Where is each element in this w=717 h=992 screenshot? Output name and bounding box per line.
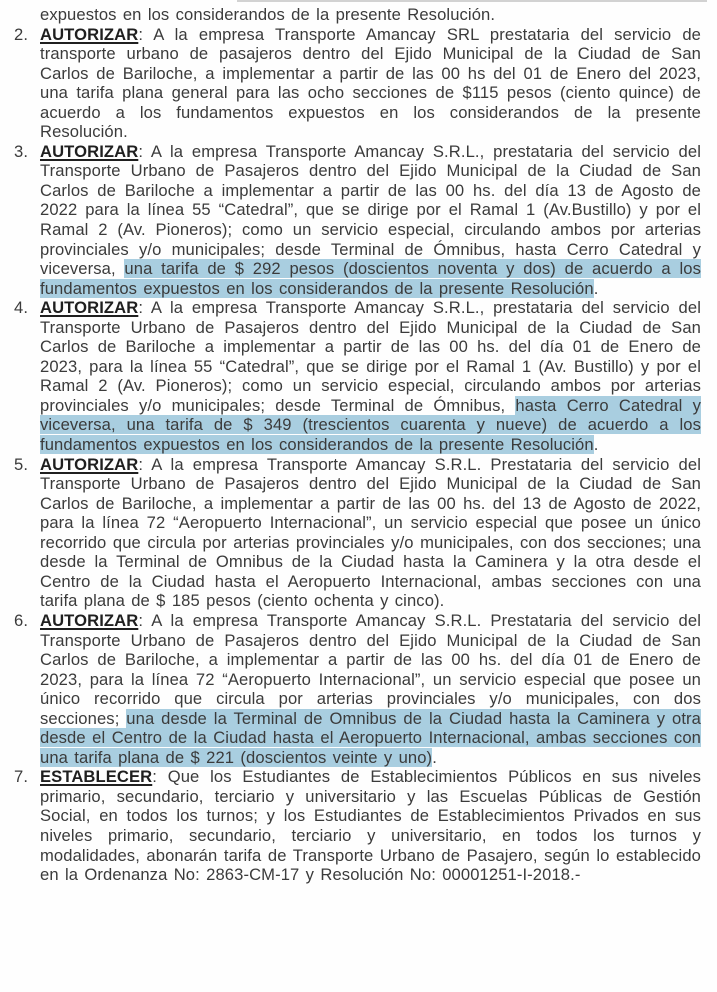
- item-text: [40, 142, 701, 298]
- item-text: [40, 611, 701, 767]
- body-text: .: [432, 747, 437, 767]
- resolution-list: [14, 25, 701, 885]
- item-number: 4.: [14, 298, 29, 318]
- resolution-item: [14, 767, 701, 884]
- highlighted-text: una desde la Terminal de Omnibus de la Ciudad hasta la Caminera y otra desde el Centro de la Ciudad hasta el Aeropuerto Internacional, ambas secciones con una tarifa plana de $ 221 (doscientos veinte y uno): [40, 708, 701, 767]
- item-number: 3.: [14, 141, 29, 161]
- body-text: .: [593, 278, 599, 298]
- action-term: AUTORIZAR: [40, 24, 139, 44]
- action-term: AUTORIZAR: [40, 298, 139, 318]
- item-text: [40, 25, 701, 142]
- resolution-item: [14, 298, 701, 454]
- body-text: : A la empresa Transporte Amancay S.R.L. Prestataria del servicio del Transporte Urbano de Pasajeros dentro del Ejido Municipal de la Ciudad de San Carlos de Bariloche, a implementar a partir de las 00 hs. del día 01 de Enero de 2023, para la línea 72 “Aeropuerto Internacional”, un servicio especial que posee un único recorrido que circula por arterias provinciales y/o municipales, con dos secciones;: [40, 610, 701, 728]
- resolution-item: [14, 25, 701, 142]
- action-term: ESTABLECER: [40, 767, 153, 787]
- body-text: : A la empresa Transporte Amancay S.R.L., prestataria del servicio del Transporte Urbano de Pasajeros dentro del Ejido Municipal de la Ciudad de San Carlos de Bariloche a implementar a partir de las 00 hs. del día 01 de Enero de 2023, para la línea 55 “Catedral”, que se dirige por el Ramal 1 (Av. Bustillo) y por el Ramal 2 (Av. Pioneros); como un servicio especial, circulando ambos por arterias provinciales y/o municipales; desde Terminal de Ómnibus,: [40, 298, 701, 415]
- body-text: .: [593, 435, 599, 455]
- resolution-item: [14, 142, 701, 298]
- item-text: [40, 298, 701, 454]
- scan-artifact-line: [237, 0, 707, 2]
- body-text: : A la empresa Transporte Amancay SRL prestataria del servicio de transporte urbano de pasajeros dentro del Ejido Municipal de la Ciudad de San Carlos de Bariloche, a implementar a partir de las 00 hs del 01 de Enero del 2023, una tarifa plana general para las ocho secciones de $115 pesos (ciento quince) de acuerdo a los fundamentos expuestos en los considerandos de la presente Resolución.: [40, 24, 701, 142]
- action-term: AUTORIZAR: [40, 610, 139, 630]
- item-number: 7.: [14, 767, 29, 787]
- action-term: AUTORIZAR: [40, 454, 139, 474]
- action-term: AUTORIZAR: [40, 141, 139, 161]
- item-number: 5.: [14, 454, 29, 474]
- body-text: : A la empresa Transporte Amancay S.R.L. Prestataria del servicio del Transporte Urbano de Pasajeros dentro del Ejido Municipal de la Ciudad de San Carlos de Bariloche, a implementar a partir de las 00 hs. del 13 de Agosto de 2022, para la línea 72 “Aeropuerto Internacional”, un servicio especial que posee un único recorrido que circula por arterias provinciales y/o municipales, con dos secciones; una desde la Terminal de Omnibus de la Ciudad hasta la Caminera y la otra desde el Centro de la Ciudad hasta el Aeropuerto Internacional, ambas secciones con una tarifa plana de $ 185 pesos (ciento ochenta y cinco).: [40, 454, 701, 611]
- body-text: : Que los Estudiantes de Establecimientos Públicos en sus niveles primario, secundario, terciario y universitario y las Escuelas Públicas de Gestión Social, en todos los turnos; y los Estudiantes de Establecimientos Privados en sus niveles primario, secundario, terciario y universitario, en todos los turnos y modalidades, abonarán tarifa de Transporte Urbano de Pasajero, según lo establecido en la Ordenanza No: 2863-CM-17 y Resolución No: 00001251-I-2018.-: [40, 767, 701, 885]
- highlighted-text: hasta Cerro Catedral y viceversa, una tarifa de $ 349 (trescientos cuarenta y nueve) de acuerdo a los fundamentos expuestos en los considerandos de la presente Resolución: [40, 395, 701, 455]
- item-number: 2.: [14, 24, 29, 44]
- item-text: [40, 455, 701, 611]
- body-text: : A la empresa Transporte Amancay S.R.L., prestataria del servicio del Transporte Urbano de Pasajeros dentro del Ejido Municipal de la Ciudad de San Carlos de Bariloche a implementar a partir de las 00 hs. del día 13 de Agosto de 2022 para la línea 55 “Catedral”, que se dirige por el Ramal 1 (Av.Bustillo) y por el Ramal 2 (Av. Pioneros); como un servicio especial, circulando ambos por arterias provinciales y/o municipales; desde Terminal de Ómnibus, hasta Cerro Catedral y viceversa,: [40, 141, 701, 279]
- resolution-item: [14, 611, 701, 767]
- item-number: 6.: [14, 610, 29, 630]
- resolution-item: [14, 455, 701, 611]
- item-text: [40, 767, 701, 884]
- continuation-text: expuestos en los considerandos de la presente Resolución.: [40, 5, 496, 24]
- highlighted-text: una tarifa de $ 292 pesos (doscientos noventa y dos) de acuerdo a los fundamentos expuestos en los considerandos de la presente Resolución: [40, 259, 701, 298]
